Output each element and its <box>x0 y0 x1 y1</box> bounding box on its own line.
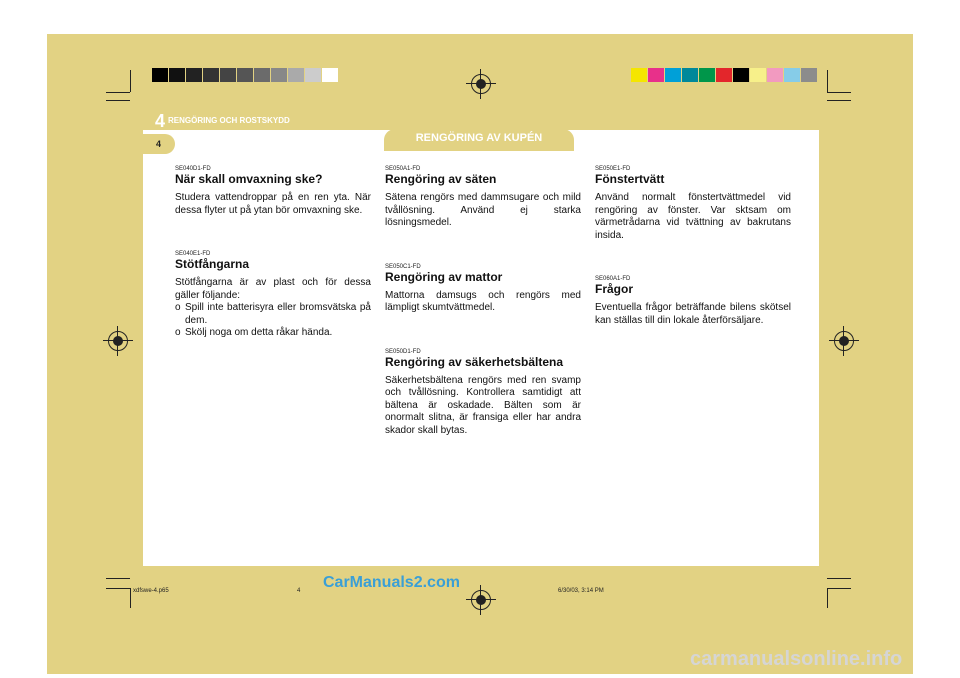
section-body: Sätena rengörs med dammsugare och mild tvållösning. Använd ej starka lösningsmedel. <box>385 192 581 228</box>
calibration-swatch <box>220 68 236 82</box>
list-item <box>175 327 371 340</box>
registration-mark-icon <box>108 331 128 351</box>
calibration-swatch <box>699 68 715 82</box>
crop-mark <box>106 588 130 589</box>
section-title: RENGÖRING AV KUPÉN <box>415 132 543 144</box>
section-body: Eventuella frågor beträffande bilens skötsel kan ställas till din lokale återförsäljare. <box>595 302 791 326</box>
section-body: Säkerhetsbältena rengörs med ren svamp och tvållösning. Kontrollera samtidigt att bältena är oskadade. Bälten som är onormalt slitna, är fransiga eller har andra skador skall bytas. <box>385 374 581 436</box>
grayscale-calibration-bar <box>152 68 339 82</box>
list-bullet: o <box>175 327 181 338</box>
calibration-swatch <box>716 68 732 82</box>
section-heading: Stötfångarna <box>175 257 250 271</box>
calibration-swatch <box>203 68 219 82</box>
section-heading: När skall omvaxning ske? <box>175 172 323 186</box>
calibration-swatch <box>271 68 287 82</box>
section-block <box>385 165 581 230</box>
crop-mark <box>827 92 851 93</box>
calibration-swatch <box>305 68 321 82</box>
calibration-swatch <box>322 68 338 82</box>
color-calibration-bar <box>631 68 818 82</box>
calibration-swatch <box>631 68 647 82</box>
chapter-title: RENGÖRING OCH ROSTSKYDD <box>168 116 290 125</box>
watermark-link[interactable]: CarManuals2.com <box>323 574 460 591</box>
crop-mark <box>106 92 130 93</box>
calibration-swatch <box>288 68 304 82</box>
crop-mark <box>827 588 828 608</box>
section-block <box>595 275 791 327</box>
section-body: Stötfångarna är av plast och för dessa gäller följande: <box>175 277 371 301</box>
calibration-swatch <box>801 68 817 82</box>
section-code: SE040D1-FD <box>175 166 211 172</box>
calibration-swatch <box>665 68 681 82</box>
crop-mark <box>827 578 851 579</box>
section-code: SE050C1-FD <box>385 263 421 270</box>
list-bullet: o <box>175 302 181 313</box>
section-block <box>175 250 371 340</box>
section-heading: Rengöring av säten <box>385 172 497 186</box>
crop-mark <box>827 70 828 92</box>
calibration-swatch <box>237 68 253 82</box>
section-heading: Rengöring av mattor <box>385 269 503 284</box>
section-code: SE050E1-FD <box>595 166 631 172</box>
section-code: SE050A1-FD <box>385 166 421 172</box>
footer-page-number: 4 <box>297 588 301 594</box>
calibration-swatch <box>169 68 185 82</box>
crop-mark <box>827 588 851 589</box>
calibration-swatch <box>767 68 783 82</box>
section-code: SE040E1-FD <box>175 251 211 257</box>
calibration-swatch <box>733 68 749 82</box>
registration-mark-icon <box>471 74 491 94</box>
calibration-swatch <box>254 68 270 82</box>
registration-mark-icon <box>834 331 854 351</box>
footer-filename: xdfswe-4.p65 <box>133 588 169 594</box>
calibration-swatch <box>152 68 168 82</box>
calibration-swatch <box>784 68 800 82</box>
crop-mark <box>130 70 131 92</box>
list-item-text: Spill inte batterisyra eller bromsvätska på dem. <box>185 302 371 326</box>
list-item <box>175 302 371 327</box>
list-item-text: Skölj noga om detta råkar hända. <box>185 327 333 338</box>
crop-mark <box>827 100 851 101</box>
section-block <box>385 348 581 438</box>
crop-mark <box>106 100 130 101</box>
registration-mark-icon <box>471 590 491 610</box>
section-body: Studera vattendroppar på en ren yta. När dessa flyter ut på ytan bör omvaxning ske. <box>175 192 371 216</box>
section-heading: Fönstertvätt <box>595 172 665 186</box>
section-code: SE060A1-FD <box>595 276 631 282</box>
column-1 <box>175 165 371 340</box>
calibration-swatch <box>186 68 202 82</box>
section-body: Använd normalt fönstertvättmedel vid rengöring av fönster. Var sktsam om värmetrådarna vid tvättning av bakrutans insida. <box>595 192 791 241</box>
section-block <box>595 165 791 242</box>
column-2 <box>385 165 581 437</box>
chapter-number: 4 <box>155 111 166 131</box>
crop-mark <box>106 578 130 579</box>
section-block <box>385 263 581 315</box>
crop-mark <box>130 588 131 608</box>
calibration-swatch <box>648 68 664 82</box>
section-body: Mattorna damsugs och rengörs med lämpligt skumtvättmedel. <box>385 289 581 313</box>
calibration-swatch <box>682 68 698 82</box>
section-block <box>175 165 371 217</box>
bottom-brand-watermark: carmanualsonline.info <box>690 648 903 670</box>
side-page-number: 4 <box>156 139 162 149</box>
section-heading: Frågor <box>595 282 634 296</box>
footer-timestamp: 6/30/03, 3:14 PM <box>558 588 604 594</box>
section-heading: Rengöring av säkerhetsbältena <box>385 354 564 369</box>
section-code: SE050D1-FD <box>385 348 421 355</box>
calibration-swatch <box>750 68 766 82</box>
column-3 <box>595 165 791 327</box>
